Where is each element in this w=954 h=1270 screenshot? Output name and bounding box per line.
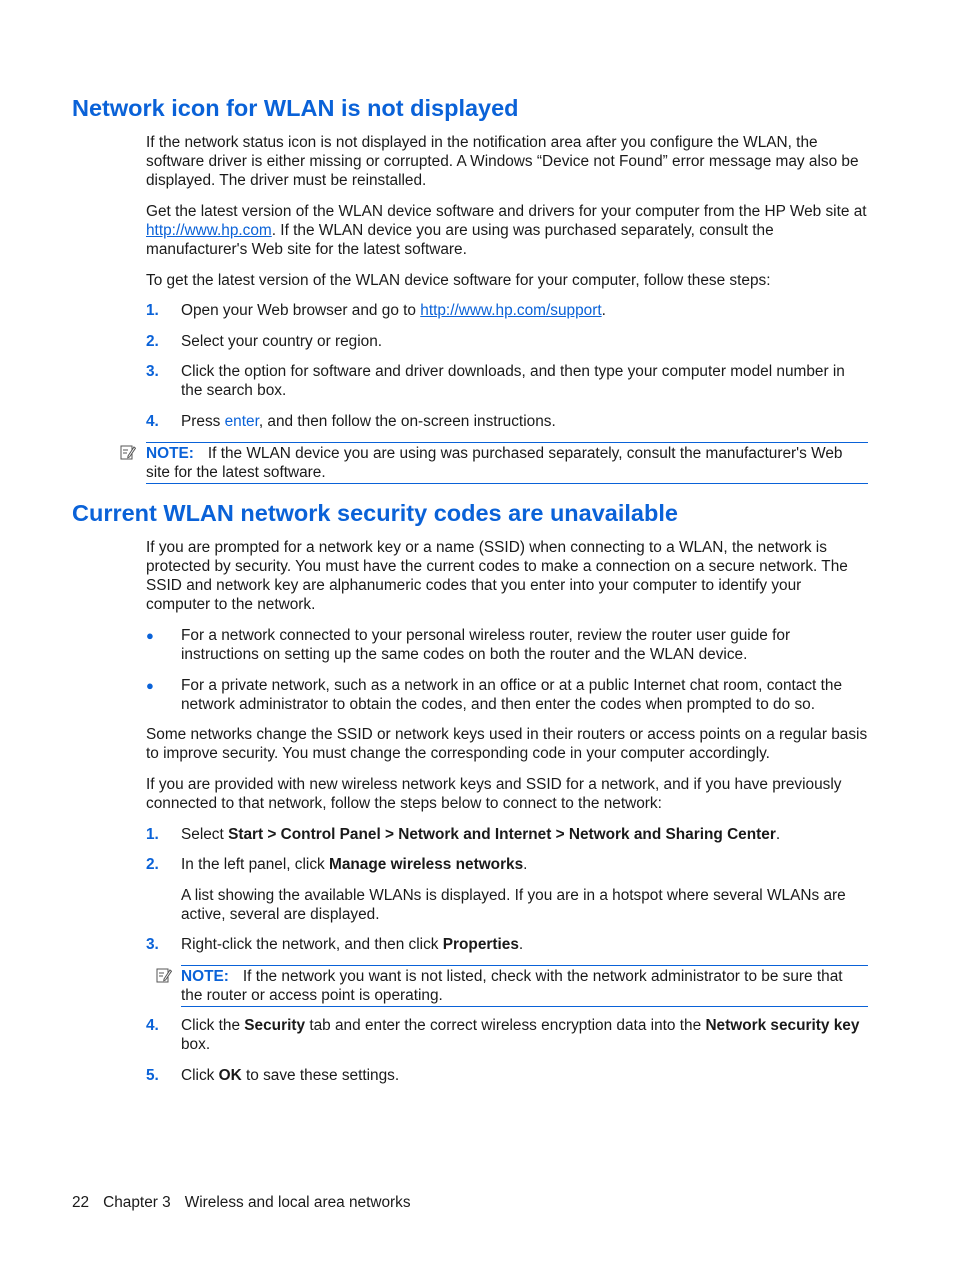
note-label: NOTE: — [146, 445, 194, 462]
bullet-icon: ● — [146, 628, 154, 643]
step-number: 5. — [146, 1067, 159, 1084]
enter-key-term: enter — [224, 413, 259, 430]
step-number: 2. — [146, 856, 159, 873]
step-text: Select your country or region. — [181, 333, 383, 350]
step-number: 1. — [146, 826, 159, 843]
step-number: 3. — [146, 363, 159, 380]
chapter-label: Chapter 3 — [103, 1194, 171, 1211]
step-text: Select Start > Control Panel > Network and Internet > Network and Sharing Center. — [181, 826, 781, 843]
chapter-title: Wireless and local area networks — [184, 1194, 411, 1211]
step-text: Open your Web browser and go to http://www.hp.com/support. — [181, 302, 606, 319]
step-text: In the left panel, click Manage wireless networks. — [181, 856, 528, 873]
step-text: Click the option for software and driver downloads, and then type your computer model number in the search box. — [181, 363, 845, 399]
paragraph: To get the latest version of the WLAN device software for your computer, follow these steps: — [146, 272, 771, 289]
step-number: 2. — [146, 333, 159, 350]
note-box — [146, 442, 868, 484]
paragraph — [146, 202, 868, 259]
step-number: 4. — [146, 413, 159, 430]
note-box — [181, 965, 868, 1007]
bullet-text: For a network connected to your personal wireless router, review the router user guide for instructions on setting up the same codes on both the router and the WLAN device. — [181, 627, 791, 663]
paragraph: If the network status icon is not displayed in the notification area after you configure the WLAN, the software driver is either missing or corrupted. A Windows “Device not Found” error message may also be displayed. The driver must be reinstalled. — [146, 134, 859, 189]
page-number: 22 — [72, 1194, 90, 1211]
note-label: NOTE: — [181, 968, 229, 985]
step-text: Press enter, and then follow the on-screen instructions. — [181, 413, 556, 430]
note-pencil-icon — [156, 967, 172, 983]
step-number: 1. — [146, 302, 159, 319]
paragraph-text: Get the latest version of the WLAN device software and drivers for your computer from the HP Web site at — [146, 203, 867, 220]
page-footer — [72, 1193, 425, 1212]
step-text: Click OK to save these settings. — [181, 1067, 400, 1084]
bullet-icon: ● — [146, 678, 154, 693]
paragraph: If you are prompted for a network key or a name (SSID) when connecting to a WLAN, the network is protected by security. You must have the current codes to make a connection on a secure network. The SSID and network key are alphanumeric codes that you enter into your computer to identify your computer to the network. — [146, 539, 848, 613]
bullet-text: For a private network, such as a network in an office or at a public Internet chat room, contact the network administrator to obtain the codes, and then enter the codes when prompted to do so. — [181, 677, 843, 713]
step-detail: A list showing the available WLANs is displayed. If you are in a hotspot where several WLANs are active, several are displayed. — [181, 887, 846, 923]
note-text: If the WLAN device you are using was purchased separately, consult the manufacturer's Web site for the latest software. — [146, 445, 843, 481]
note-pencil-icon — [120, 444, 136, 460]
hp-support-link[interactable]: http://www.hp.com/support — [420, 302, 602, 319]
hp-link[interactable]: http://www.hp.com — [146, 222, 272, 239]
section-heading-network-icon: Network icon for WLAN is not displayed — [72, 95, 519, 121]
paragraph: Some networks change the SSID or network keys used in their routers or access points on a regular basis to improve security. You must change the corresponding code in your computer accordingly. — [146, 726, 868, 762]
step-number: 3. — [146, 936, 159, 953]
paragraph-text: . If the WLAN device you are using was purchased separately, consult the manufacturer's Web site for the latest software. — [146, 222, 774, 258]
note-text: If the network you want is not listed, check with the network administrator to be sure that the router or access point is operating. — [181, 968, 843, 1004]
section-heading-security-codes: Current WLAN network security codes are unavailable — [72, 500, 678, 526]
step-text: Click the Security tab and enter the correct wireless encryption data into the Network security key box. — [181, 1017, 860, 1053]
paragraph: If you are provided with new wireless network keys and SSID for a network, and if you have previously connected to that network, follow the steps below to connect to the network: — [146, 776, 842, 812]
step-number: 4. — [146, 1017, 159, 1034]
step-text: Right-click the network, and then click Properties. — [181, 936, 524, 953]
